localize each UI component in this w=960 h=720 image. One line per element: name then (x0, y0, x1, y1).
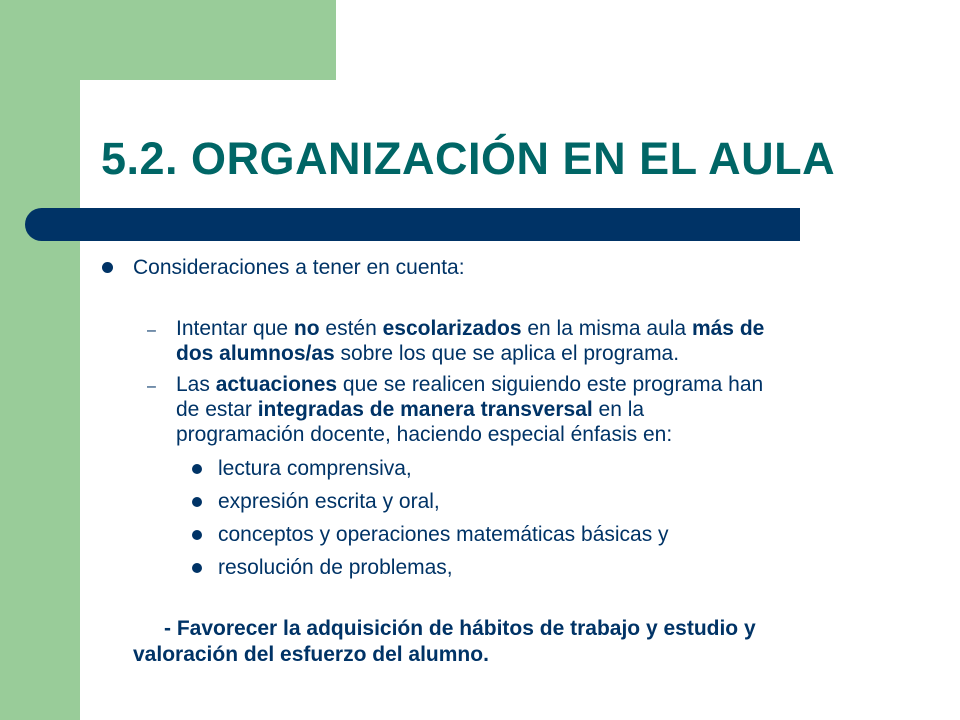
item2-line2: de estar integradas de manera transversal en la (176, 398, 645, 421)
item2-line1: Las actuaciones que se realicen siguiendo este programa han (176, 373, 764, 396)
bullet-considerations: Consideraciones a tener en cuenta: (133, 256, 465, 279)
item1-line1: Intentar que no estén escolarizados en la misma aula más de (176, 317, 765, 340)
closing-line1: - Favorecer la adquisición de hábitos de trabajo y estudio y (164, 617, 756, 640)
subitem-expression: expresión escrita y oral, (218, 490, 440, 513)
bullet-dot-icon (192, 530, 202, 540)
slide-title: 5.2. ORGANIZACIÓN EN EL AULA (101, 133, 836, 184)
bullet-dot-icon (102, 262, 113, 273)
subitem-problems: resolución de problemas, (218, 556, 453, 579)
bullet-dot-icon (192, 563, 202, 573)
dash-icon: – (147, 322, 156, 339)
item1-line2: dos alumnos/as sobre los que se aplica el programa. (176, 342, 680, 365)
subitem-reading: lectura comprensiva, (218, 457, 412, 480)
closing-line2: valoración del esfuerzo del alumno. (133, 643, 489, 666)
subitem-math: conceptos y operaciones matemáticas básicas y (218, 523, 669, 546)
item2-line3: programación docente, haciendo especial énfasis en: (176, 423, 673, 446)
bullet-dot-icon (192, 464, 202, 474)
bullet-dot-icon (192, 497, 202, 507)
dash-icon: – (147, 378, 156, 395)
